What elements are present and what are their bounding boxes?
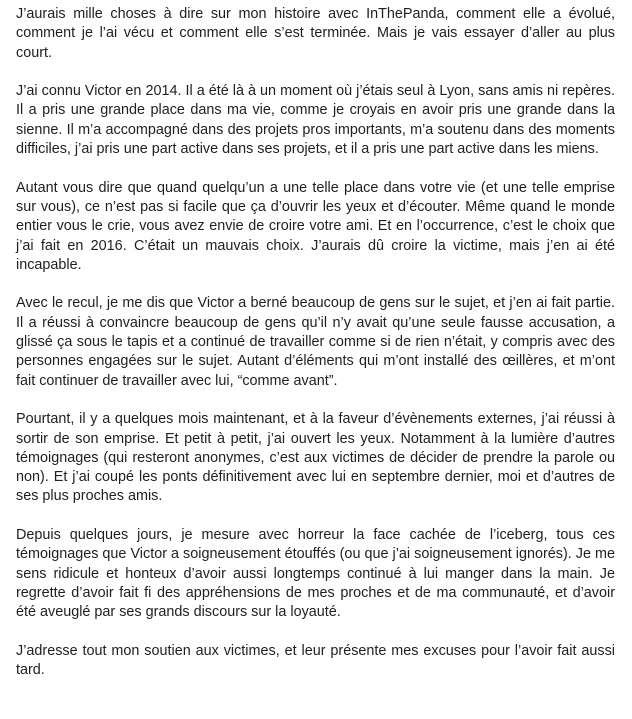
paragraph-hindsight: Avec le recul, je me dis que Victor a berné beaucoup de gens sur le sujet, et j’en ai fait partie. Il a réussi à convaincre beaucoup de gens qu’il n’y avait qu’une seule fausse accusation, a glissé ça sous le tapis et a continué de travailler comme si de rien n’était, y compris avec des personnes engagées sur le sujet. Autant d’éléments qui m’ont installé des œillères, et m’ont fait continuer de travailler avec lui, “comme avant”. bbox=[16, 295, 615, 389]
paragraph-apology: J’adresse tout mon soutien aux victimes, et leur présente mes excuses pour l’avoir fait aussi tard. bbox=[16, 642, 615, 679]
paragraph-choice-2016: Autant vous dire que quand quelqu’un a une telle place dans votre vie (et une telle emprise sur vous), ce n’est pas si facile que ça d’ouvrir les yeux et d’écouter. Même quand le monde entier vous le crie, vous avez envie de croire votre ami. Et en l’occurrence, c’est le choix que j’ai fait en 2016. C’était un mauvais choix. J’aurais dû croire la victime, mais j’en ai été incapable. bbox=[16, 179, 615, 273]
paragraph-intro: J’aurais mille choses à dire sur mon histoire avec InThePanda, comment elle a évolué, comment je l’ai vécu et comment elle s’est terminée. Mais je vais essayer d’aller au plus court. bbox=[16, 6, 615, 61]
paragraph-breaking-free: Pourtant, il y a quelques mois maintenant, et à la faveur d’évènements externes, j’ai réussi à sortir de son emprise. Et petit à petit, j’ai ouvert les yeux. Notamment à la lumière d’autres témoignages (qui resteront anonymes, c’est aux victimes de décider de prendre la parole ou non). Et j’ai coupé les ponts définitivement avec lui en septembre dernier, moi et d’autres de ses plus proches amis. bbox=[16, 411, 615, 505]
paragraph-iceberg: Depuis quelques jours, je mesure avec horreur la face cachée de l’iceberg, tous ces témoignages que Victor a soigneusement étouffés (ou que j’ai soigneusement ignorés). Je me sens ridicule et honteux d’avoir aussi longtemps continué à lui manger dans la main. Je regrette d’avoir fait fi des appréhensions de mes proches et de ma communauté, et d’avoir été aveuglé par ses grands discours sur la loyauté. bbox=[16, 527, 615, 621]
paragraph-meeting-victor: J’ai connu Victor en 2014. Il a été là à un moment où j’étais seul à Lyon, sans amis ni repères. Il a pris une grande place dans ma vie, comme je croyais en avoir pris une grande dans la sienne. Il m’a accompagné dans des projets pros importants, m’a soutenu dans des moments difficiles, j’ai pris une part active dans ses projets, et il a pris une part active dans les miens. bbox=[16, 83, 615, 158]
